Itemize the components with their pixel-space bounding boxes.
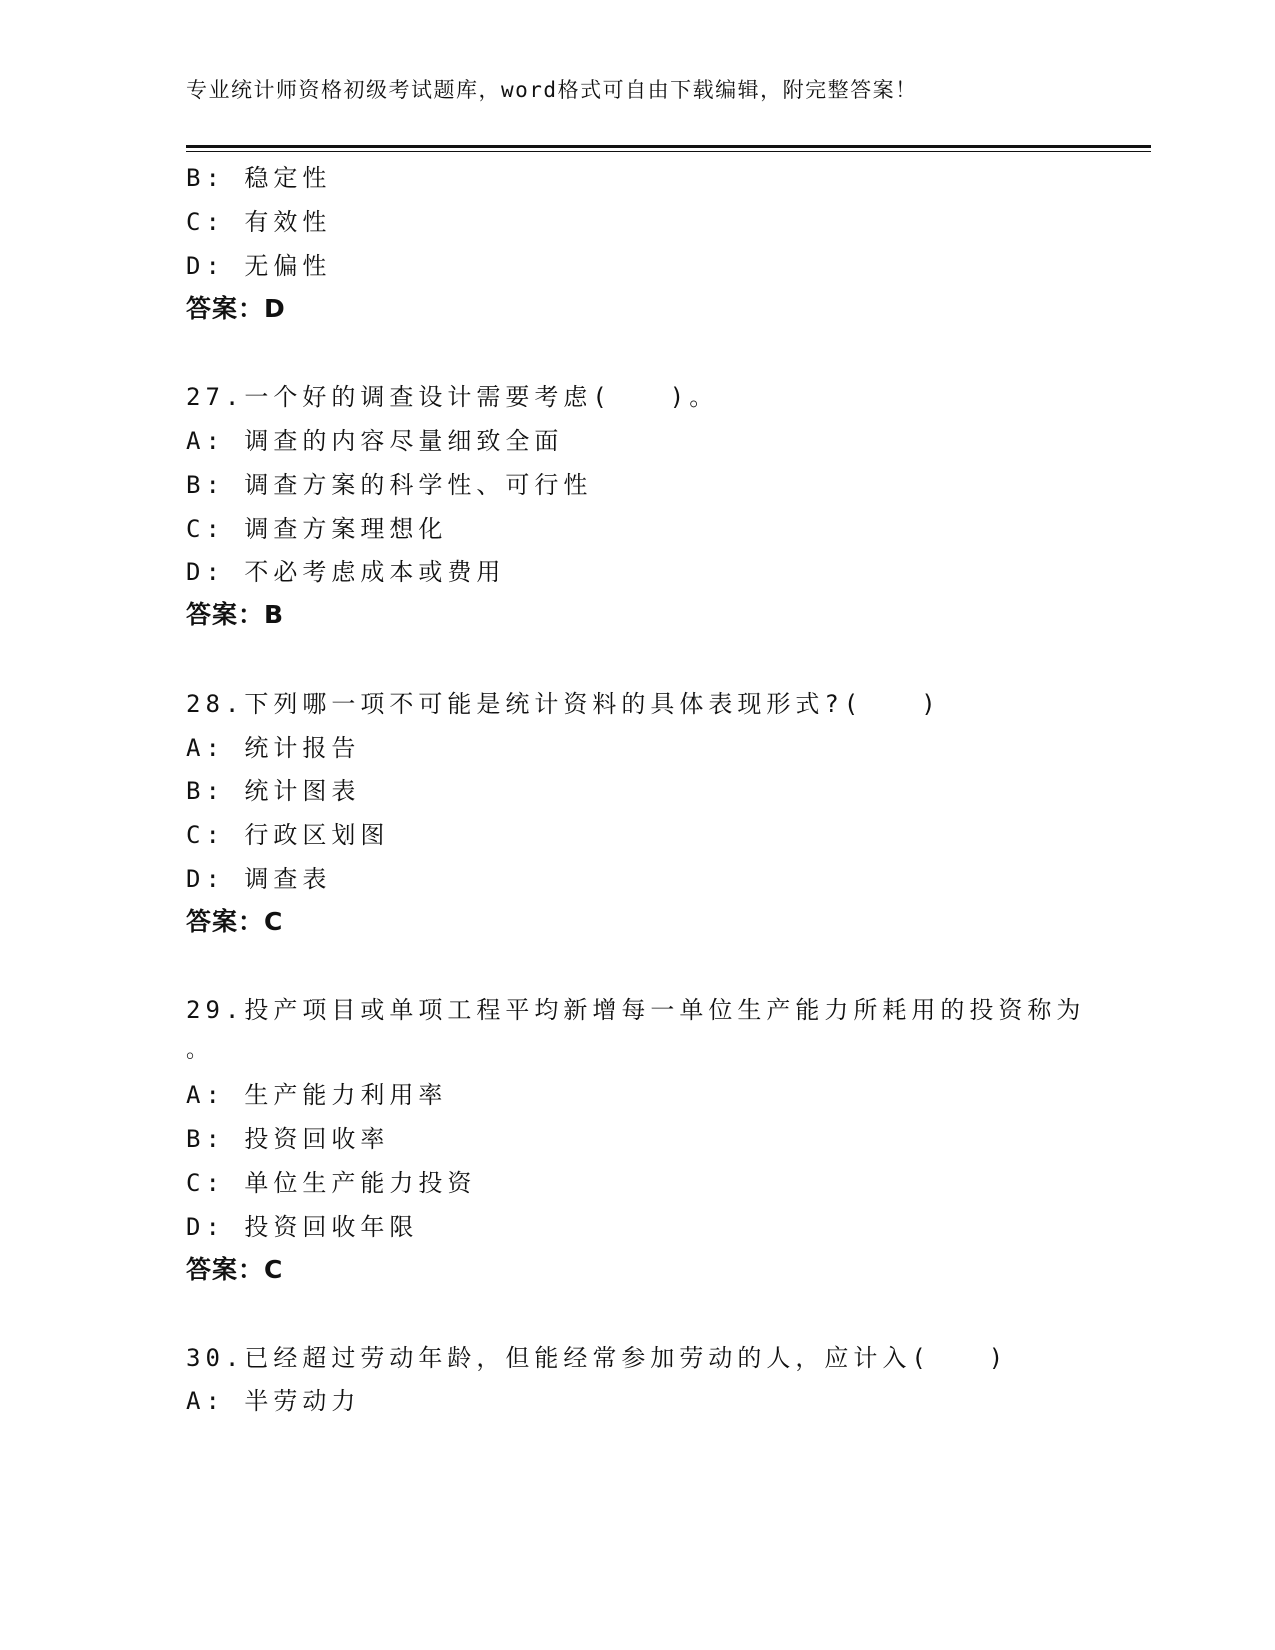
q30-option-a: A: 半劳动力 xyxy=(186,1387,361,1415)
q29-stem: 29.投产项目或单项工程平均新增每一单位生产能力所耗用的投资称为 xyxy=(186,996,1086,1024)
q27-option-c: C: 调查方案理想化 xyxy=(186,515,448,543)
page-header: 专业统计师资格初级考试题库，word格式可自由下载编辑，附完整答案！ xyxy=(186,78,918,102)
q29-answer: 答案：C xyxy=(186,1255,284,1284)
q27-option-a: A: 调查的内容尽量细致全面 xyxy=(186,427,564,455)
q27-option-b: B: 调查方案的科学性、可行性 xyxy=(186,471,593,499)
header-rule-thick xyxy=(186,145,1151,148)
q28-option-a: A: 统计报告 xyxy=(186,734,361,762)
q29-stem-continuation: 。 xyxy=(186,1038,209,1063)
prev-answer: 答案：D xyxy=(186,294,286,323)
q29-option-c: C: 单位生产能力投资 xyxy=(186,1169,477,1197)
prev-option-c: C: 有效性 xyxy=(186,208,332,236)
q29-option-a: A: 生产能力利用率 xyxy=(186,1081,448,1109)
prev-option-d: D: 无偏性 xyxy=(186,252,332,280)
q29-option-b: B: 投资回收率 xyxy=(186,1125,390,1153)
q28-option-b: B: 统计图表 xyxy=(186,777,361,805)
q28-option-c: C: 行政区划图 xyxy=(186,821,390,849)
prev-option-b: B: 稳定性 xyxy=(186,164,332,192)
q27-stem: 27.一个好的调查设计需要考虑( )。 xyxy=(186,383,719,411)
q27-option-d: D: 不必考虑成本或费用 xyxy=(186,558,506,586)
q28-stem: 28.下列哪一项不可能是统计资料的具体表现形式?( ) xyxy=(186,690,941,718)
header-rule-thin xyxy=(186,151,1151,152)
q28-option-d: D: 调查表 xyxy=(186,865,332,893)
q27-answer: 答案：B xyxy=(186,600,285,629)
q28-answer: 答案：C xyxy=(186,907,284,936)
q30-stem: 30.已经超过劳动年龄，但能经常参加劳动的人，应计入( ) xyxy=(186,1344,1009,1372)
q29-option-d: D: 投资回收年限 xyxy=(186,1213,419,1241)
